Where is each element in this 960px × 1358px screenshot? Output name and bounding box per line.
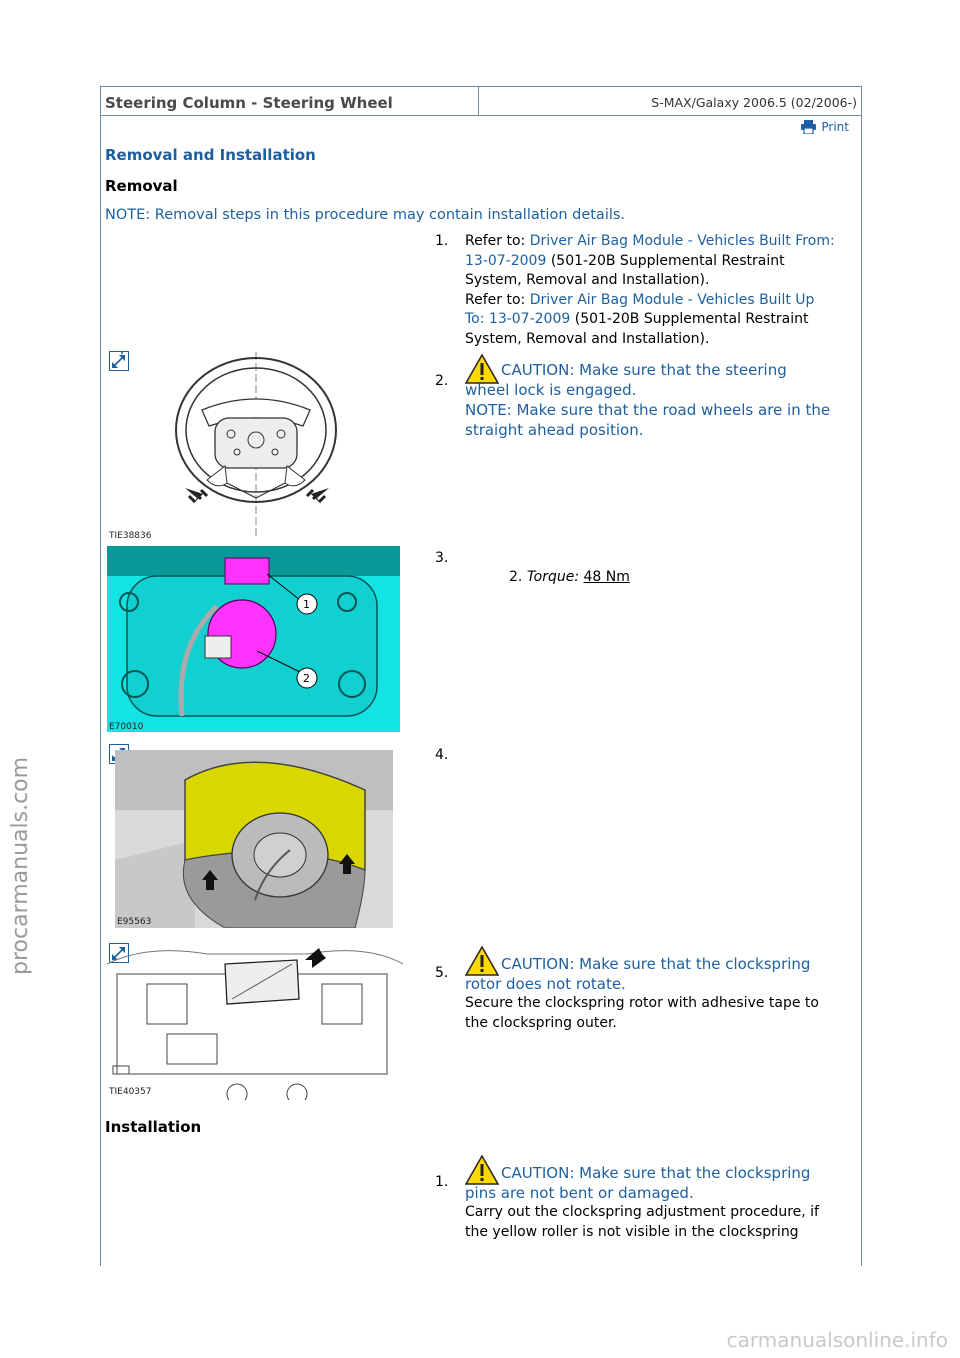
airbag-connector-figure [107,546,400,732]
vehicle-model: S-MAX/Galaxy 2006.5 (02/2006-) [651,95,857,110]
step-number: 1. [435,233,449,249]
column-shroud-figure [115,750,393,928]
ref-prefix: Refer to: [465,291,530,308]
torque-spec [509,569,630,585]
removal-note: NOTE: Removal steps in this procedure may contain installation details. [105,207,626,223]
step-number: 5. [435,965,449,981]
figure-code: TIE40357 [109,1087,152,1097]
adhesive-tape-instruction: Secure the clockspring rotor with adhesive tape to the clockspring outer. [465,995,819,1031]
side-watermark: procarmanuals.com [8,756,33,975]
ref-suffix: (501-20B Supplemental Restraint System, Removal and Installation). [465,252,785,288]
installation-heading: Installation [105,1118,202,1136]
section-heading: Removal and Installation [105,146,316,164]
svg-text:1: 1 [303,598,310,611]
ref-prefix: Refer to: [465,233,530,249]
figure-code: E95563 [117,917,152,927]
steering-lock-caution: CAUTION: Make sure that the steering wheel lock is engaged. [465,361,787,399]
installation-step-1 [435,1155,835,1242]
clockspring-pins-caution: CAUTION: Make sure that the clockspring pins are not bent or damaged. [465,1164,811,1202]
print-button[interactable] [801,120,849,134]
removal-step-2 [435,354,835,440]
warning-triangle-icon [465,946,499,976]
warning-triangle-icon [465,1155,499,1185]
steering-wheel-figure [107,348,377,540]
airbag-link-from[interactable]: Driver Air Bag Module - Vehicles Built From: 13-07-2009 [465,233,835,269]
step-number: 3. [435,550,449,566]
ref-suffix: (501-20B Supplemental Restraint System, Removal and Installation). [465,311,809,347]
bottom-watermark: carmanualsonline.info [726,1328,948,1352]
torque-label: Torque: [526,569,580,585]
clockspring-adjustment-instruction: Carry out the clockspring adjustment procedure, if the yellow roller is not visible in the clockspring [465,1204,819,1240]
figure-code: E70010 [109,722,144,732]
document-page [100,86,862,1266]
svg-text:2: 2 [303,672,310,685]
print-label: Print [821,120,849,134]
step-number: 4. [435,747,449,763]
figure-code: TIE38836 [109,531,152,540]
page-title: Steering Column - Steering Wheel [101,87,479,115]
removal-step-5 [435,946,835,1033]
step-number: 2. [435,373,449,389]
page-header [101,86,861,116]
clockspring-figure [107,944,403,1100]
removal-heading: Removal [105,177,178,195]
road-wheels-note: NOTE: Make sure that the road wheels are in the straight ahead position. [465,401,831,439]
removal-step-1 [435,232,835,349]
printer-icon [801,120,816,134]
airbag-link-upto[interactable]: Driver Air Bag Module - Vehicles Built Up To: 13-07-2009 [465,291,815,327]
step-number: 1. [435,1174,449,1190]
sub-step-number: 2. [509,569,523,585]
clockspring-rotor-caution: CAUTION: Make sure that the clockspring rotor does not rotate. [465,955,811,993]
torque-value: 48 Nm [583,569,630,585]
